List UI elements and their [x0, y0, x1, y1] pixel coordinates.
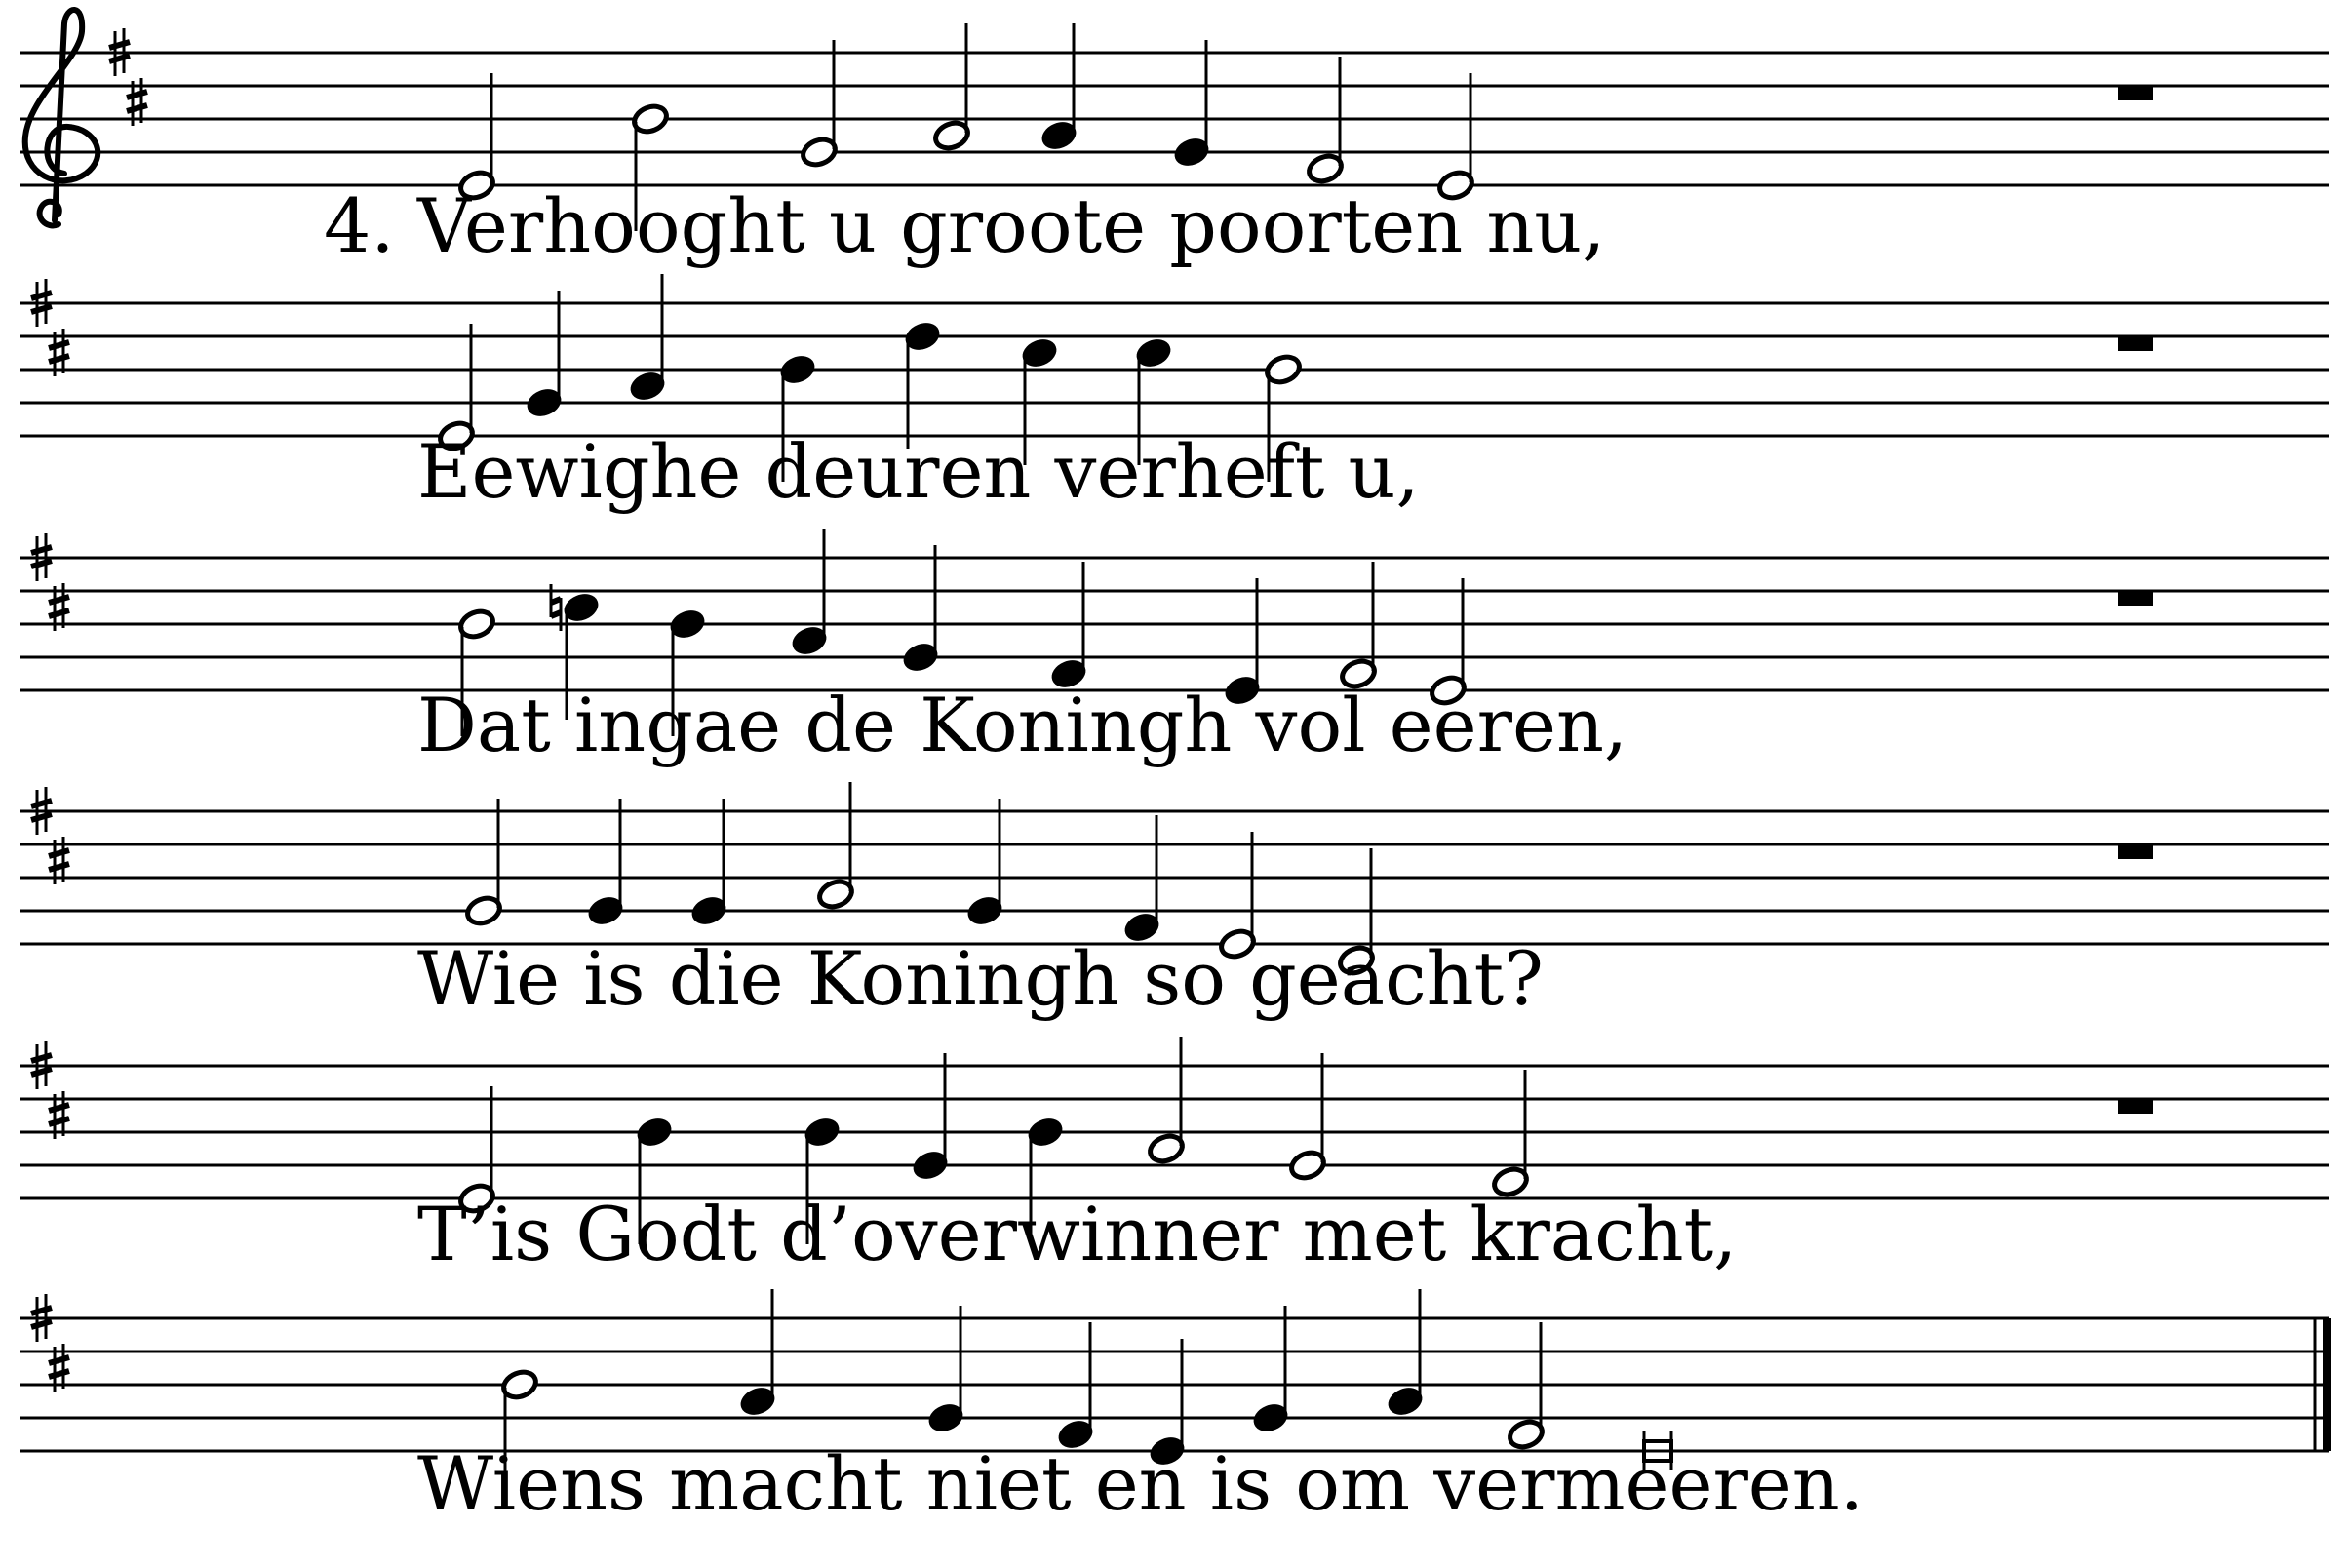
note: [1122, 815, 1162, 944]
lyric-line: Wie is die Koningh so geacht?: [417, 935, 1544, 1022]
lyric-line: Eewighe deuren verheft u,: [417, 428, 1420, 515]
whole-rest: [2118, 336, 2153, 351]
note: [1147, 1037, 1187, 1165]
note: [1056, 1322, 1096, 1451]
whole-rest: [2118, 591, 2153, 606]
note: [1491, 1070, 1531, 1198]
note: [926, 1306, 966, 1434]
staff-system: [20, 274, 2329, 515]
note: [1172, 40, 1212, 169]
note: [1386, 1289, 1426, 1418]
note: [1251, 1306, 1291, 1434]
note: [689, 799, 729, 927]
note: [1049, 562, 1089, 690]
verse-number: 4.: [324, 182, 395, 269]
note: [790, 529, 830, 657]
staff-system: [20, 529, 2329, 768]
note: [464, 799, 504, 927]
note: [965, 799, 1005, 927]
note: [1039, 23, 1079, 152]
whole-rest: [2118, 1099, 2153, 1114]
note: [1306, 57, 1346, 185]
note: [816, 782, 856, 911]
whole-rest: [2118, 86, 2153, 100]
final-barline: [2323, 1318, 2331, 1451]
note: [586, 799, 626, 927]
note: [1339, 562, 1379, 690]
lyric-line: Dat ingae de Koningh vol eeren,: [417, 682, 1628, 768]
staff-system: [20, 782, 2329, 1022]
note: [1288, 1053, 1328, 1182]
note: [911, 1053, 951, 1182]
lyric-line: Wiens macht niet en is om vermeeren.: [417, 1440, 1863, 1527]
note: [800, 40, 840, 169]
note: [738, 1289, 778, 1418]
staff-system: [20, 1037, 2329, 1277]
note: [932, 23, 972, 152]
lyric-line: Verhooght u groote poorten nu,: [417, 182, 1606, 269]
lyric-line: T’is Godt d’overwinner met kracht,: [417, 1191, 1738, 1277]
staff-system: [20, 1289, 2331, 1527]
note: [628, 274, 668, 403]
note: [901, 545, 941, 674]
whole-rest: [2118, 844, 2153, 859]
note: [1507, 1322, 1547, 1451]
note: [525, 291, 565, 419]
